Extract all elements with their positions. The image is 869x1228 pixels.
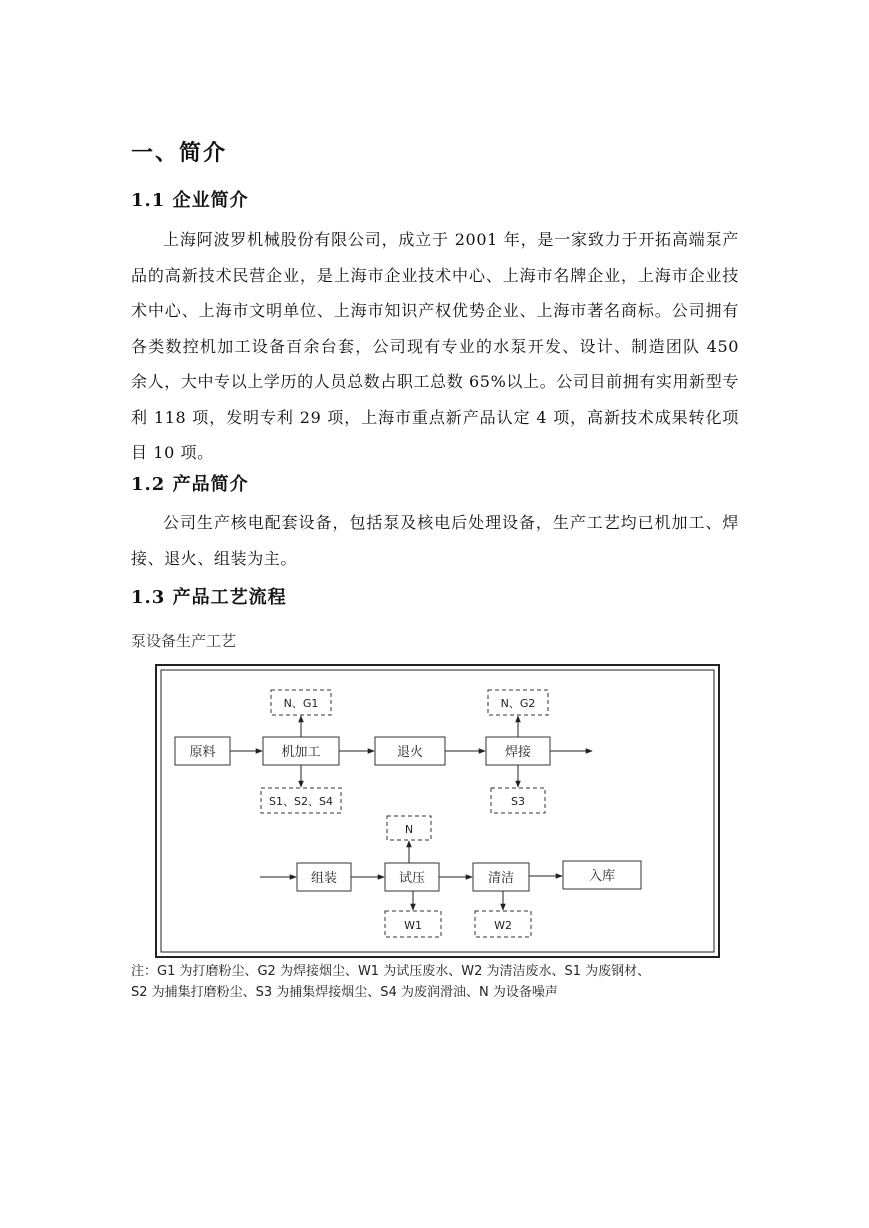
node-welding-label: 焊接: [504, 745, 532, 760]
wastewater-cleaning: [475, 911, 531, 937]
company-heading: 1.1 企业简介: [131, 190, 249, 211]
node-raw-material-label: 原料: [189, 745, 216, 760]
section-title: 一、简介: [131, 140, 228, 166]
waste-welding-label: S3: [511, 795, 525, 808]
waste-welding: [491, 788, 545, 813]
node-machining: [263, 737, 339, 765]
node-annealing-label: 退火: [396, 745, 424, 760]
diagram-frame-inner: [161, 670, 714, 952]
waste-machining-label: S1、S2、S4: [269, 795, 333, 808]
emission-welding: [488, 690, 548, 715]
node-storage: [563, 861, 641, 889]
node-annealing: [375, 737, 445, 765]
wastewater-cleaning-label: W2: [494, 919, 512, 932]
node-cleaning-label: 清洁: [487, 871, 515, 886]
node-machining-label: 机加工: [281, 745, 321, 760]
diagram-note-line-2: S2 为捕集打磨粉尘、S3 为捕集焊接烟尘、S4 为废润滑油、N 为设备噪声: [131, 985, 558, 1000]
figure-caption: 泵设备生产工艺: [131, 632, 237, 650]
product-heading: 1.2 产品简介: [131, 474, 249, 495]
emission-pressure-test-label: N: [404, 823, 414, 836]
node-storage-label: 入库: [588, 869, 616, 884]
wastewater-pressure-test-label: W1: [404, 919, 422, 932]
node-assembly: [297, 863, 351, 891]
node-assembly-label: 组装: [310, 871, 338, 886]
node-cleaning: [473, 863, 529, 891]
diagram-note-line-1: 注：G1 为打磨粉尘、G2 为焊接烟尘、W1 为试压废水、W2 为清洁废水、S1 为废钢材、: [131, 964, 651, 979]
emission-machining-label: N、G1: [283, 697, 319, 710]
node-pressure-test: [385, 863, 439, 891]
company-paragraph: 上海阿波罗机械股份有限公司，成立于 2001 年，是一家致力于开拓高端泵产品的高新技术民营企业，是上海市企业技术中心、上海市名牌企业，上海市企业技术中心、上海市文明单位、上海市知识产权优势企业、上海市著名商标。公司拥有各类数控机加工设备百余台套，公司现有专业的水泵开发、设计、制造团队 450 余人，大中专以上学历的人员总数占职工总数 65%以上。公司目前拥有实用新型专利 118 项，发明专利 29 项，上海市重点新产品认定 4 项，高新技术成果转化项目 10 项。: [131, 230, 739, 462]
wastewater-pressure-test: [385, 911, 441, 937]
product-paragraph: 公司生产核电配套设备，包括泵及核电后处理设备，生产工艺均已机加工、焊接、退火、组装为主。: [131, 513, 739, 568]
process-flow-diagram: [155, 664, 720, 959]
process-heading: 1.3 产品工艺流程: [131, 587, 287, 608]
node-pressure-test-label: 试压: [398, 871, 426, 886]
node-welding: [486, 737, 550, 765]
emission-pressure-test: [387, 816, 431, 840]
emission-welding-label: N、G2: [500, 697, 536, 710]
emission-machining: [271, 690, 331, 715]
waste-machining: [261, 788, 341, 813]
node-raw-material: [175, 737, 230, 765]
